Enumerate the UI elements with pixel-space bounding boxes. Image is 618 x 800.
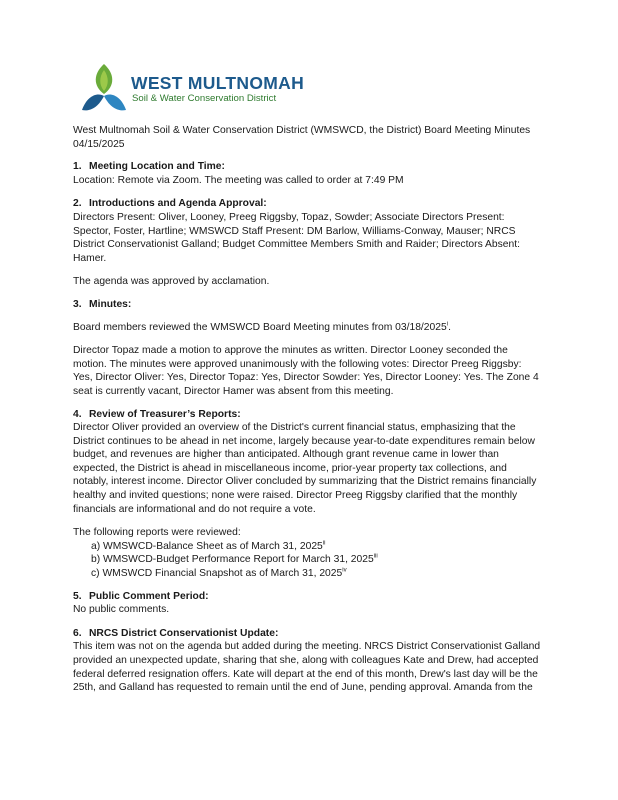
document-title (73, 124, 543, 151)
minutes-body (73, 124, 543, 695)
leaf-logo-icon (79, 60, 131, 122)
section-number: 2. (73, 198, 82, 210)
section-heading-4 (73, 408, 543, 422)
nrcs-update-text: This item was not on the agenda but added during the meeting. NRCS District Conservationist Galland provided an unexpected update, sharing that she, along with colleagues Kate and Drew, had accepted federal deferred resignation offers. Kate will depart at the end of this month, Drew's last day will be the 25th, and Galland has requested to remain until the end of June, pending approval. Amanda from the (73, 641, 541, 694)
section-title: Introductions and Agenda Approval: (89, 198, 267, 210)
meeting-date: 04/15/2025 (73, 138, 125, 150)
reports-intro-text: The following reports were reviewed: (73, 527, 241, 539)
section-title: NRCS District Conservationist Update: (89, 627, 279, 639)
section-number: 4. (73, 408, 82, 420)
section-number: 1. (73, 161, 82, 173)
section-heading-3 (73, 298, 543, 312)
report-item-label: a) WMSWCD-Balance Sheet as of March 31, 2025 (91, 540, 323, 552)
logo-subtitle: Soil & Water Conservation District (132, 93, 277, 104)
footnote-marker[interactable]: iv (342, 567, 347, 574)
district-logo (79, 60, 305, 122)
title-line-1: West Multnomah Soil & Water Conservation District (WMSWCD, the District) Board Meeting Minutes (73, 125, 531, 136)
list-item (73, 553, 543, 567)
list-item (73, 540, 543, 554)
treasurer-report-text: Director Oliver provided an overview of the District's current financial status, emphasizing that the District continues to be ahead in net income, largely because year-to-date expenditures remain below budget, and revenues are higher than anticipated. Although grant revenue came in lower than expected, the District is ahead in miscellaneous income, prior-year property tax collections, and notably, interest income. Director Oliver concluded by summarizing that the District remains financially healthy and invited questions; none were raised. Director Preeg Riggsby clarified that the monthly financials are informational and do not require a vote. (73, 422, 537, 515)
report-item-label: b) WMSWCD-Budget Performance Report for March 31, 2025 (91, 554, 374, 566)
list-item (73, 567, 543, 581)
section-title: Meeting Location and Time: (89, 161, 225, 173)
section-title: Review of Treasurer’s Reports: (89, 408, 241, 420)
logo-title: WEST MULTNOMAH (131, 73, 305, 93)
attendance-text: Directors Present: Oliver, Looney, Preeg Riggsby, Topaz, Sowder; Associate Directors Present: Spector, Foster, Hartline; WMSWCD Staff Present: DM Barlow, Williams-Conway, Mauser; NRCS District Conservationist Galland; Budget Committee Members Smith and Raider; Directors Absent: Hamer. (73, 211, 520, 264)
minutes-review-sentence: Board members reviewed the WMSWCD Board Meeting minutes from 03/18/2025 (73, 321, 447, 333)
section-number: 5. (73, 590, 82, 602)
section-title: Public Comment Period: (89, 590, 209, 602)
section-heading-1 (73, 160, 543, 174)
section-title: Minutes: (89, 298, 132, 310)
location-text: Location: Remote via Zoom. The meeting was called to order at 7:49 PM (73, 174, 404, 186)
section-number: 3. (73, 298, 82, 310)
section-heading-6 (73, 627, 543, 641)
section-heading-2 (73, 197, 543, 211)
agenda-approval-text: The agenda was approved by acclamation. (73, 276, 270, 288)
footnote-marker[interactable]: ii (322, 540, 326, 547)
public-comment-text: No public comments. (73, 604, 170, 616)
section-number: 6. (73, 627, 82, 639)
minutes-review-text (73, 321, 543, 335)
report-item-label: c) WMSWCD Financial Snapshot as of March 31, 2025 (91, 568, 343, 580)
footnote-marker[interactable]: i (446, 321, 449, 328)
motion-text: Director Topaz made a motion to approve the minutes as written. Director Looney seconded the motion. The minutes were approved unanimously with the following votes: Director Preeg Riggsby: Yes, Director Oliver: Yes, Director Topaz: Yes, Director Sowder: Yes, Director Looney: Yes. The Zone 4 seat is currently vacant, Director Hamer was absent from this meeting. (73, 345, 539, 397)
section-heading-5 (73, 590, 543, 604)
footnote-marker[interactable]: iii (373, 554, 378, 561)
sentence-end: . (448, 321, 451, 333)
